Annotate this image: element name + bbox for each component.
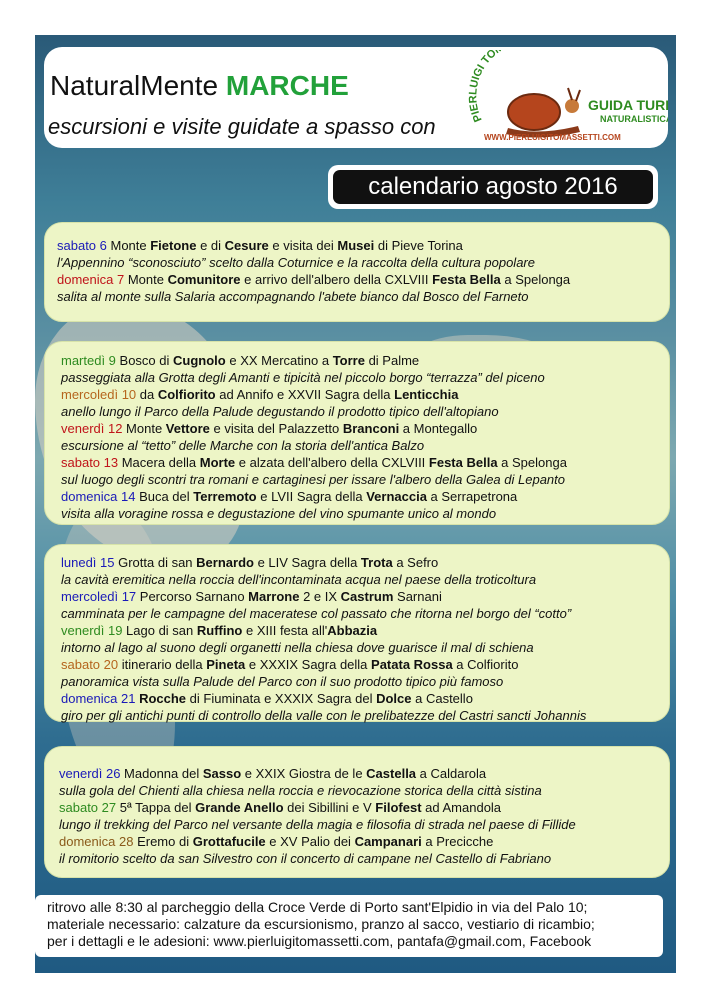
event-text: a Colfiorito: [452, 657, 519, 672]
page-subtitle: escursioni e visite guidate a spasso con: [48, 114, 436, 139]
event-highlight: Ruffino: [196, 623, 243, 638]
event-highlight: Lenticchia: [394, 387, 459, 402]
event-description: anello lungo il Parco della Palude degustando il prodotto tipico dell'altopiano: [61, 404, 499, 419]
event-day: venerdì 26: [59, 766, 121, 781]
event-text: a Caldarola: [416, 766, 487, 781]
event-highlight: Bernardo: [196, 555, 254, 570]
event-text: Macera della: [118, 455, 200, 470]
event-text: e arrivo dell'albero della CXLVIII: [240, 272, 433, 287]
footer-line-gear: materiale necessario: calzature da escursionismo, pranzo al sacco, vestiario di ricambio;: [47, 916, 595, 932]
event-description: sul luogo degli scontri tra romani e cartaginesi per issare l'albero della Galea di Lepanto: [61, 472, 565, 487]
event-text: di Fiuminata e XXXIX Sagra del: [186, 691, 377, 706]
event-highlight: Festa Bella: [432, 272, 501, 287]
event-text: a Montegallo: [399, 421, 478, 436]
event-highlight: Campanari: [354, 834, 422, 849]
event-title: [59, 765, 486, 782]
event-text: di Pieve Torina: [374, 238, 463, 253]
event-highlight: Abbazia: [327, 623, 378, 638]
event-title: [57, 271, 570, 288]
event-text: e di: [196, 238, 225, 253]
event-title: [61, 656, 518, 673]
event-text: ad Annifo e XXVII Sagra della: [215, 387, 395, 402]
event-text: ad Amandola: [421, 800, 502, 815]
event-highlight: Festa Bella: [428, 455, 498, 470]
event-highlight: Sasso: [202, 766, 242, 781]
event-text: Eremo di: [133, 834, 193, 849]
event-highlight: Colfiorito: [157, 387, 216, 402]
event-description: il romitorio scelto da san Silvestro con il concerto di campane nel Castello di Fabriano: [59, 851, 552, 866]
event-highlight: Torre: [332, 353, 365, 368]
event-description: lungo il trekking del Parco nel versante della magia e filosofia di strada nel paese di Fillide: [59, 817, 576, 832]
event-highlight: Patata Rossa: [371, 657, 453, 672]
event-text: 5ª Tappa del: [116, 800, 196, 815]
event-text: a Precicche: [421, 834, 494, 849]
event-highlight: Castrum: [340, 589, 394, 604]
event-highlight: Rocche: [139, 691, 187, 706]
event-title: [61, 690, 473, 707]
event-description: sulla gola del Chienti alla chiesa nella roccia e rievocazione storica della città sistina: [59, 783, 542, 798]
event-text: Percorso Sarnano: [136, 589, 249, 604]
event-text: a Spelonga: [497, 455, 567, 470]
event-text: a Spelonga: [500, 272, 571, 287]
event-text: e visita del Palazzetto: [209, 421, 343, 436]
event-text: di Palme: [364, 353, 420, 368]
event-day: martedì 9: [61, 353, 116, 368]
event-day: domenica 28: [59, 834, 134, 849]
calendar-label: calendario agosto 2016: [333, 170, 653, 204]
event-title: [61, 554, 438, 571]
event-day: domenica 21: [61, 691, 136, 706]
event-description: l'Appennino “sconosciuto” scelto dalla Coturnice e la raccolta della cultura popolare: [57, 255, 535, 270]
event-text: da: [136, 387, 158, 402]
event-highlight: Dolce: [376, 691, 412, 706]
event-highlight: Terremoto: [193, 489, 257, 504]
event-text: a Sefro: [392, 555, 439, 570]
event-highlight: Pineta: [206, 657, 246, 672]
event-text: Monte: [122, 421, 166, 436]
event-text: Sarnani: [393, 589, 442, 604]
event-highlight: Branconi: [342, 421, 400, 436]
event-title: [59, 799, 501, 816]
event-day: domenica 14: [61, 489, 136, 504]
event-text: Buca del: [135, 489, 194, 504]
event-description: escursione al “tetto” delle Marche con la storia dell'antica Balzo: [61, 438, 425, 453]
event-text: e LVII Sagra della: [256, 489, 367, 504]
footer-line-meeting: ritrovo alle 8:30 al parcheggio della Croce Verde di Porto sant'Elpidio in via del Palo 10;: [47, 899, 588, 915]
event-text: Madonna del: [120, 766, 203, 781]
event-title: [61, 420, 477, 437]
event-text: Bosco di: [115, 353, 174, 368]
event-title: [61, 454, 567, 471]
event-day: sabato 6: [57, 238, 107, 253]
event-day: sabato 20: [61, 657, 119, 672]
event-day: lunedì 15: [61, 555, 115, 570]
event-description: panoramica vista sulla Palude del Parco con il suo prodotto tipico più famoso: [61, 674, 504, 689]
event-title: [57, 237, 463, 254]
event-highlight: Cesure: [224, 238, 269, 253]
event-day: sabato 27: [59, 800, 117, 815]
event-text: Monte: [124, 272, 168, 287]
event-day: venerdì 19: [61, 623, 123, 638]
event-title: [61, 386, 458, 403]
event-text: e LIV Sagra della: [253, 555, 361, 570]
event-text: dei Sibillini e V: [283, 800, 376, 815]
logo-guide-text: GUIDA TURI: [588, 97, 668, 113]
event-description: salita al monte sulla Salaria accompagnando l'abete bianco dal Bosco del Farneto: [57, 289, 529, 304]
event-title: [61, 352, 419, 369]
page-title: NaturalMente MARCHE: [50, 70, 349, 101]
event-day: sabato 13: [61, 455, 119, 470]
event-highlight: Grottafucile: [192, 834, 266, 849]
event-highlight: Musei: [337, 238, 375, 253]
event-text: itinerario della: [118, 657, 207, 672]
footer-line-contacts: per i dettagli e le adesioni: www.pierluigitomassetti.com, pantafa@gmail.com, Facebook: [47, 933, 592, 949]
logo-type-text: NATURALISTICA: [600, 114, 668, 124]
event-text: e XXXIX Sagra della: [245, 657, 372, 672]
event-highlight: Comunitore: [167, 272, 241, 287]
event-description: intorno al lago al suono degli organetti nella chiesa dove guarisce il mal di schiena: [61, 640, 534, 655]
event-title: [61, 622, 377, 639]
event-highlight: Cugnolo: [173, 353, 226, 368]
event-description: passeggiata alla Grotta degli Amanti e tipicità nel piccolo borgo “terrazza” del piceno: [61, 370, 545, 385]
event-title: [61, 488, 517, 505]
event-title: [61, 588, 442, 605]
event-day: domenica 7: [57, 272, 125, 287]
event-highlight: Vernaccia: [366, 489, 427, 504]
event-day: mercoledì 17: [61, 589, 137, 604]
event-day: mercoledì 10: [61, 387, 137, 402]
event-text: e XXIX Giostra de le: [241, 766, 367, 781]
event-title: [59, 833, 493, 850]
event-description: giro per gli antichi punti di controllo della valle con le prelibatezze del Castri sancti Johannis: [61, 708, 587, 723]
event-highlight: Morte: [199, 455, 236, 470]
event-highlight: Grande Anello: [195, 800, 284, 815]
event-highlight: Trota: [360, 555, 393, 570]
logo-arc-text: PIERLUIGI TO: [468, 50, 499, 124]
event-highlight: Fietone: [150, 238, 197, 253]
event-highlight: Castella: [366, 766, 417, 781]
event-text: a Castello: [411, 691, 473, 706]
event-text: Grotta di san: [114, 555, 197, 570]
event-text: e alzata dell'albero della CXLVIII: [235, 455, 429, 470]
guide-logo: [468, 50, 668, 146]
event-text: Monte: [106, 238, 151, 253]
event-day: venerdì 12: [61, 421, 123, 436]
calendar-label-card: [328, 165, 658, 209]
event-text: e XV Palio dei: [265, 834, 355, 849]
event-text: e visita dei: [268, 238, 338, 253]
event-description: camminata per le campagne del maceratese col passato che ritorna nel borgo del “cotto”: [61, 606, 572, 621]
event-text: a Serrapetrona: [426, 489, 518, 504]
event-text: Lago di san: [122, 623, 197, 638]
event-text: e XX Mercatino a: [225, 353, 333, 368]
event-highlight: Vettore: [165, 421, 210, 436]
event-text: e XIII festa all': [242, 623, 328, 638]
event-highlight: Marrone: [248, 589, 300, 604]
logo-url-text: WWW.PIERLUIGITOMASSETTI.COM: [484, 133, 621, 142]
event-text: 2 e IX: [299, 589, 341, 604]
event-description: la cavità eremitica nella roccia dell'incontaminata acqua nel paese della troticoltura: [61, 572, 537, 587]
event-description: visita alla voragine rossa e degustazione del vino spumante unico al mondo: [61, 506, 497, 521]
event-highlight: Filofest: [375, 800, 422, 815]
snail-shell-icon: [508, 94, 560, 130]
